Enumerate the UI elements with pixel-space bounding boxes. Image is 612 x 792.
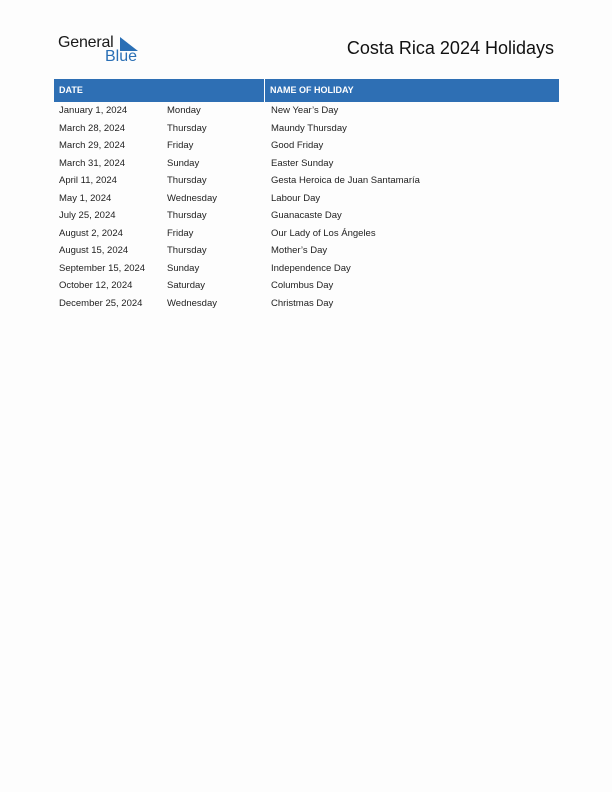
holiday-weekday: Sunday (167, 157, 200, 169)
holiday-name: New Year’s Day (271, 105, 339, 117)
holiday-name: Labour Day (271, 192, 321, 204)
holiday-weekday: Thursday (167, 245, 207, 257)
holiday-weekday: Thursday (167, 210, 207, 222)
table-row (54, 260, 559, 278)
table-row (54, 137, 559, 155)
holiday-name: Guanacaste Day (271, 210, 342, 222)
table-row (54, 207, 559, 225)
holiday-name: Good Friday (271, 140, 324, 152)
table-row (54, 277, 559, 295)
table-header (54, 79, 559, 102)
table-row (54, 120, 559, 138)
holiday-weekday: Thursday (167, 122, 207, 134)
holiday-weekday: Friday (167, 227, 194, 239)
table-row (54, 172, 559, 190)
holiday-weekday: Wednesday (167, 297, 217, 309)
holiday-date: July 25, 2024 (59, 210, 116, 222)
logo-blue-text: Blue (105, 48, 138, 65)
holiday-table (54, 79, 559, 312)
holiday-weekday: Saturday (167, 280, 206, 292)
holiday-weekday: Thursday (167, 175, 207, 187)
holiday-name: Maundy Thursday (271, 122, 347, 134)
table-row (54, 242, 559, 260)
holiday-weekday: Friday (167, 140, 194, 152)
holiday-date: August 2, 2024 (59, 227, 123, 239)
header-holiday-name: NAME OF HOLIDAY (270, 85, 354, 95)
holiday-date: October 12, 2024 (59, 280, 133, 292)
holiday-weekday: Sunday (167, 262, 200, 274)
holiday-date: January 1, 2024 (59, 105, 128, 117)
logo-general-text: General (58, 34, 114, 51)
table-row (54, 155, 559, 173)
holiday-weekday: Monday (167, 105, 201, 117)
page-title: Costa Rica 2024 Holidays (346, 38, 554, 58)
holiday-date: March 28, 2024 (59, 122, 126, 134)
holiday-name: Independence Day (271, 262, 351, 274)
holiday-name: Mother’s Day (271, 245, 328, 257)
header-date: DATE (54, 79, 265, 102)
table-row (54, 102, 559, 120)
holiday-date: March 29, 2024 (59, 140, 126, 152)
holiday-name: Christmas Day (271, 297, 334, 309)
holiday-date: August 15, 2024 (59, 245, 129, 257)
holiday-date: September 15, 2024 (59, 262, 146, 274)
table-body (54, 102, 559, 312)
table-row (54, 295, 559, 313)
table-row (54, 225, 559, 243)
holiday-name: Easter Sunday (271, 157, 334, 169)
holiday-date: December 25, 2024 (59, 297, 143, 309)
generalblue-logo (58, 34, 148, 68)
holiday-weekday: Wednesday (167, 192, 217, 204)
holiday-name: Our Lady of Los Ángeles (271, 227, 376, 239)
holiday-date: April 11, 2024 (59, 175, 117, 187)
holiday-name: Gesta Heroica de Juan Santamaría (271, 175, 420, 187)
table-row (54, 190, 559, 208)
holiday-name: Columbus Day (271, 280, 334, 292)
holiday-date: May 1, 2024 (59, 192, 112, 204)
holiday-date: March 31, 2024 (59, 157, 126, 169)
